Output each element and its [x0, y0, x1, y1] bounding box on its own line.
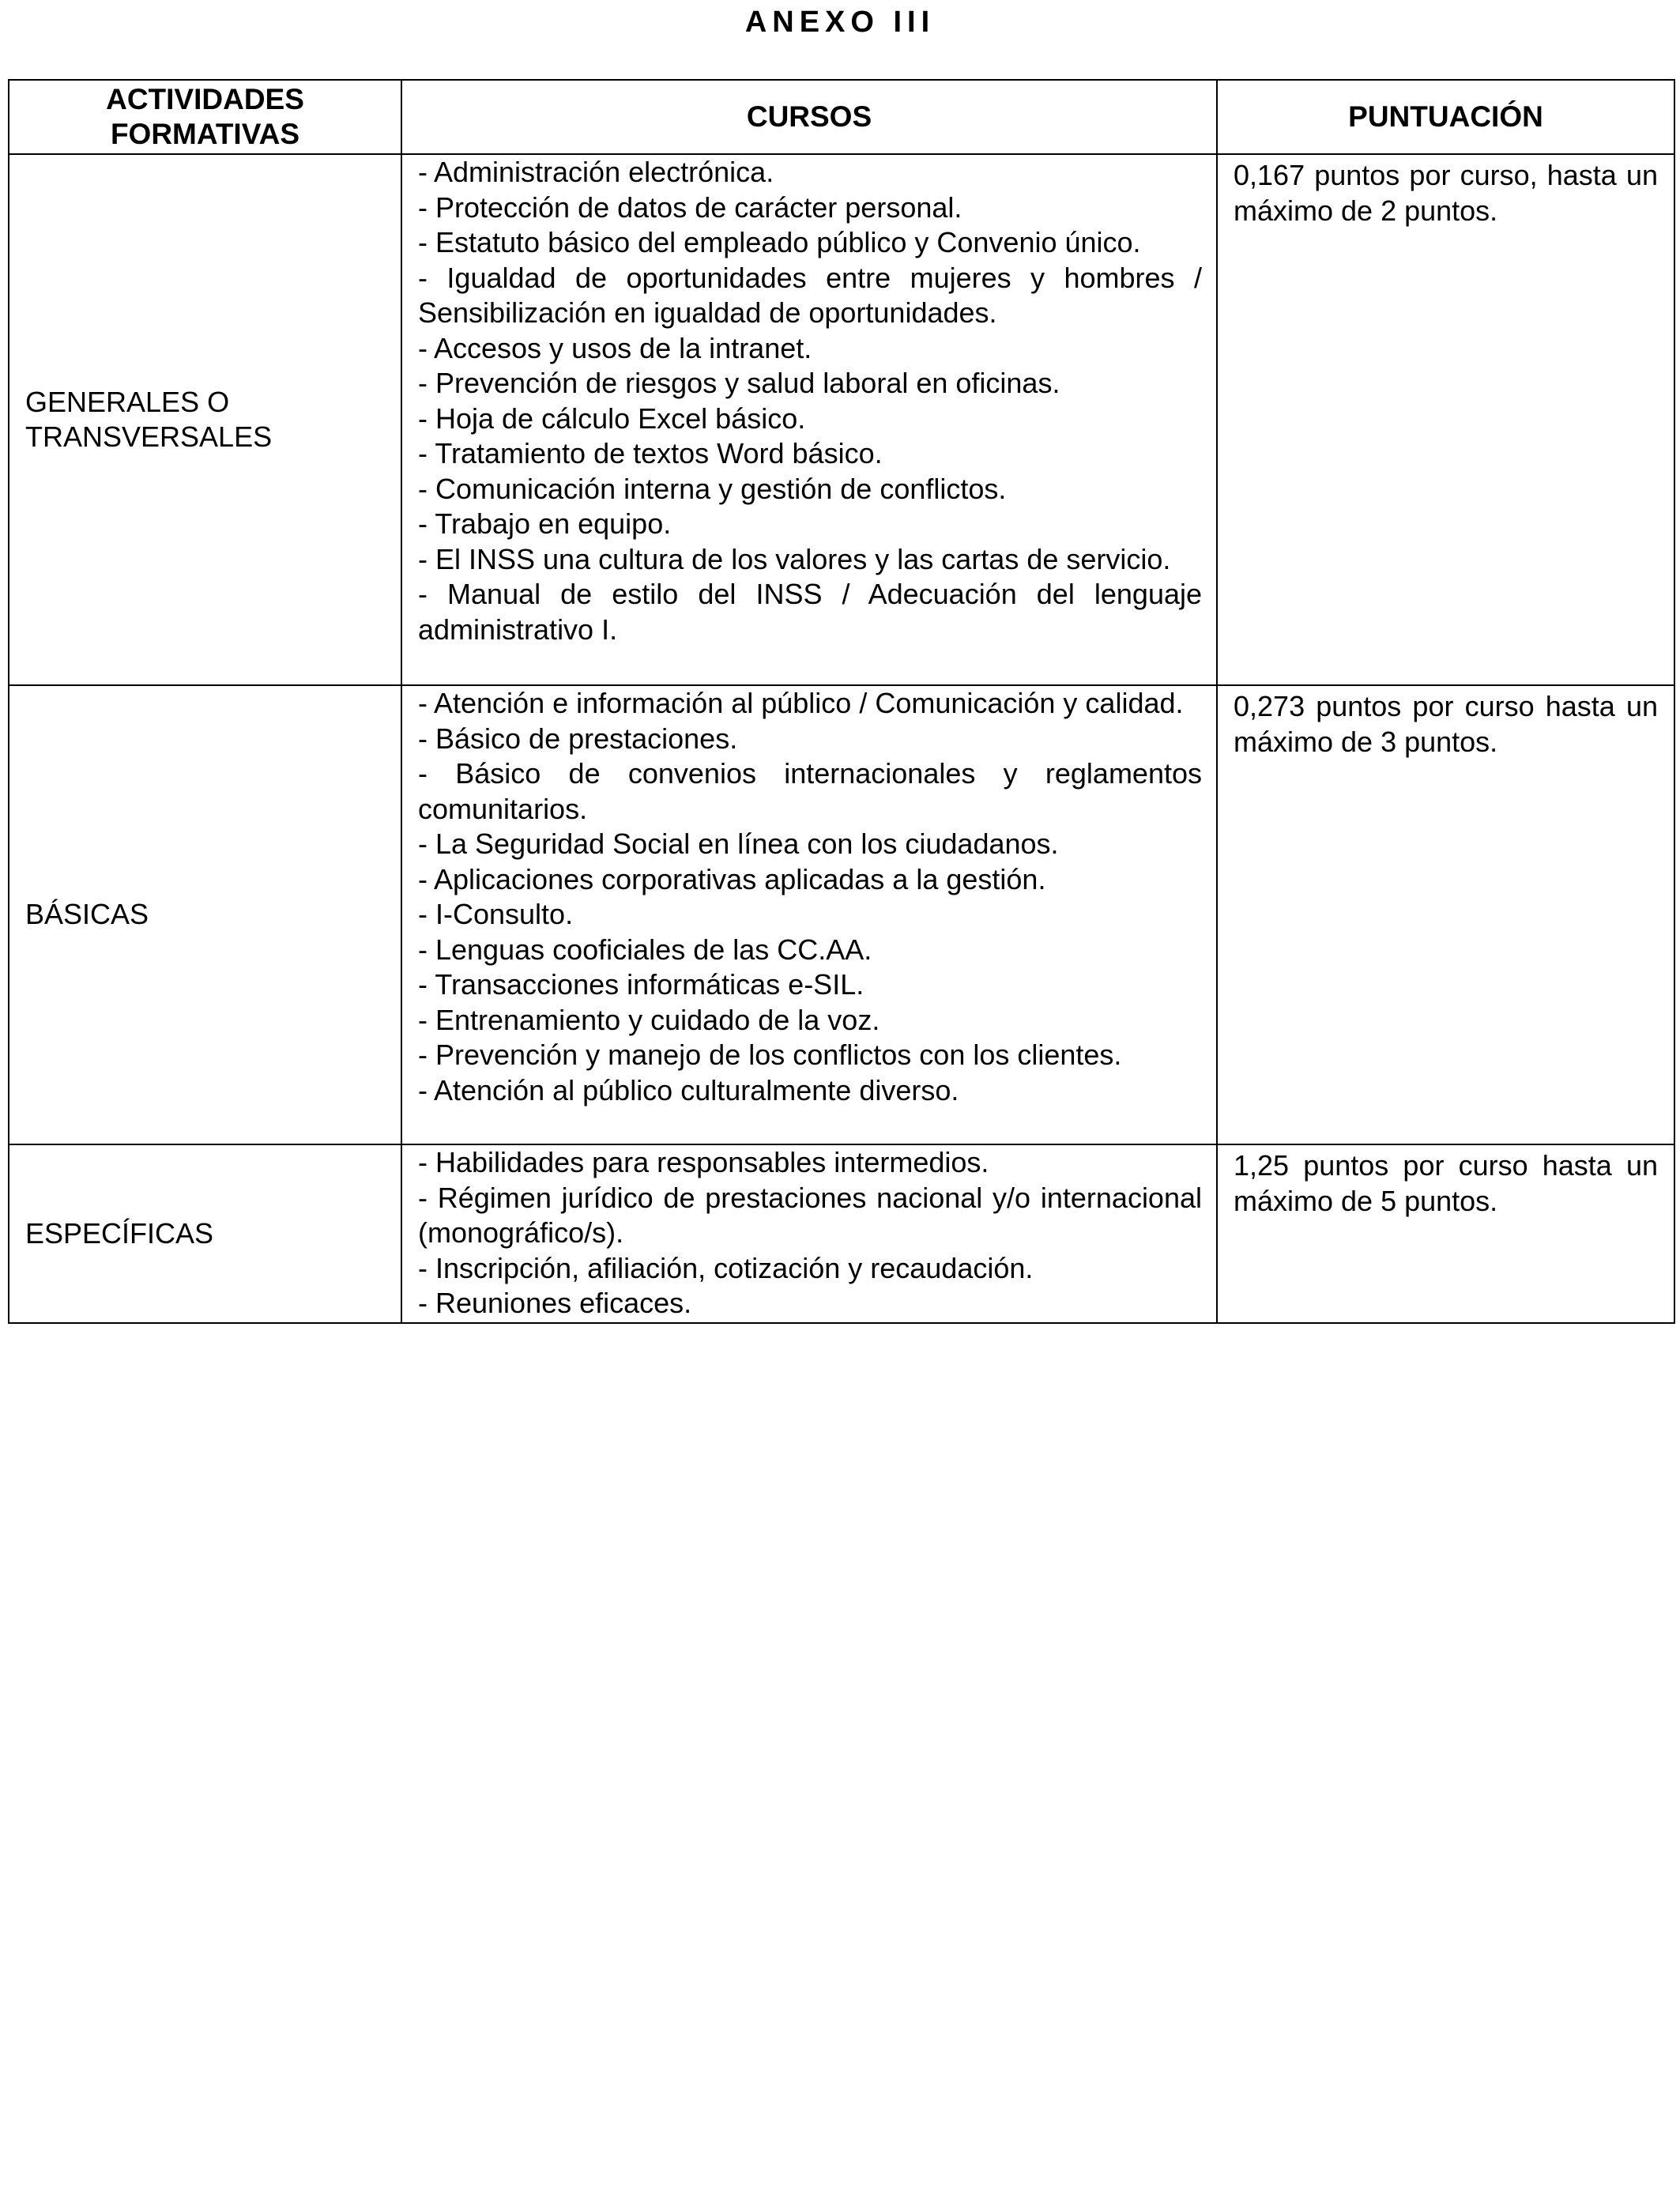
list-item: - Básico de prestaciones. [418, 722, 738, 755]
table-header-row [9, 80, 1674, 154]
list-item: - Reuniones eficaces. [418, 1287, 692, 1319]
list-item: - Entrenamiento y cuidado de la voz. [418, 1003, 880, 1036]
list-item: - Básico de convenios internacionales y reglamentos comunitarios. [418, 757, 1202, 825]
list-item: - Régimen jurídico de prestaciones nacional y/o internacional (monográfico/s). [418, 1181, 1202, 1249]
list-item: - La Seguridad Social en línea con los ciudadanos. [418, 827, 1059, 860]
score-text: 0,273 puntos por curso hasta un máximo de 3 puntos. [1234, 690, 1658, 758]
category-label: ESPECÍFICAS [25, 1216, 214, 1250]
list-item: - Trabajo en equipo. [418, 507, 672, 540]
list-item: - Prevención y manejo de los conflictos con los clientes. [418, 1039, 1122, 1071]
list-item: - Manual de estilo del INSS / Adecuación del lenguaje administrativo I. [418, 578, 1202, 646]
list-item: - Prevención de riesgos y salud laboral en oficinas. [418, 367, 1060, 399]
list-item: - El INSS una cultura de los valores y las cartas de servicio. [418, 542, 1171, 575]
category-label: GENERALES O TRANSVERSALES [25, 385, 273, 453]
header-courses: CURSOS [401, 80, 1217, 154]
list-item: - I-Consulto. [418, 898, 574, 930]
category-label: BÁSICAS [25, 898, 149, 931]
courses-cell [401, 154, 1217, 685]
list-item: - Transacciones informáticas e-SIL. [418, 968, 864, 1001]
list-item: - Aplicaciones corporativas aplicadas a la gestión. [418, 862, 1046, 895]
score-text: 0,167 puntos por curso, hasta un máximo de 2 puntos. [1234, 159, 1658, 227]
list-item: - Inscripción, afiliación, cotización y recaudación. [418, 1251, 1034, 1284]
list-item: - Atención e información al público / Comunicación y calidad. [418, 687, 1184, 719]
score-cell [1217, 685, 1674, 1144]
list-item: - Comunicación interna y gestión de conflictos. [418, 472, 1007, 505]
category-cell [9, 1144, 401, 1323]
score-cell [1217, 1144, 1674, 1323]
courses-cell [401, 1144, 1217, 1323]
list-item: - Atención al público culturalmente diverso. [418, 1073, 959, 1106]
list-item: - Estatuto básico del empleado público y Convenio único. [418, 226, 1141, 258]
list-item: - Tratamiento de textos Word básico. [418, 437, 883, 469]
score-cell [1217, 154, 1674, 685]
list-item: - Administración electrónica. [418, 156, 774, 188]
training-activities-table [8, 79, 1675, 1324]
list-item: - Lenguas cooficiales de las CC.AA. [418, 933, 872, 966]
list-item: - Accesos y usos de la intranet. [418, 331, 812, 364]
category-cell [9, 685, 401, 1144]
list-item: - Habilidades para responsables intermedios. [418, 1146, 989, 1178]
score-text: 1,25 puntos por curso hasta un máximo de 5 puntos. [1234, 1149, 1658, 1217]
list-item: - Protección de datos de carácter personal. [418, 190, 962, 224]
category-cell [9, 154, 401, 685]
table-row [9, 685, 1674, 1144]
table-row [9, 1144, 1674, 1323]
list-item: - Igualdad de oportunidades entre mujeres y hombres / Sensibilización en igualdad de oportunidades. [418, 261, 1202, 329]
courses-cell [401, 685, 1217, 1144]
table-row [9, 154, 1674, 685]
page-title: ANEXO III [744, 6, 936, 39]
header-activities: ACTIVIDADES FORMATIVAS [9, 80, 401, 154]
header-score: PUNTUACIÓN [1217, 80, 1674, 154]
list-item: - Hoja de cálculo Excel básico. [418, 401, 806, 435]
